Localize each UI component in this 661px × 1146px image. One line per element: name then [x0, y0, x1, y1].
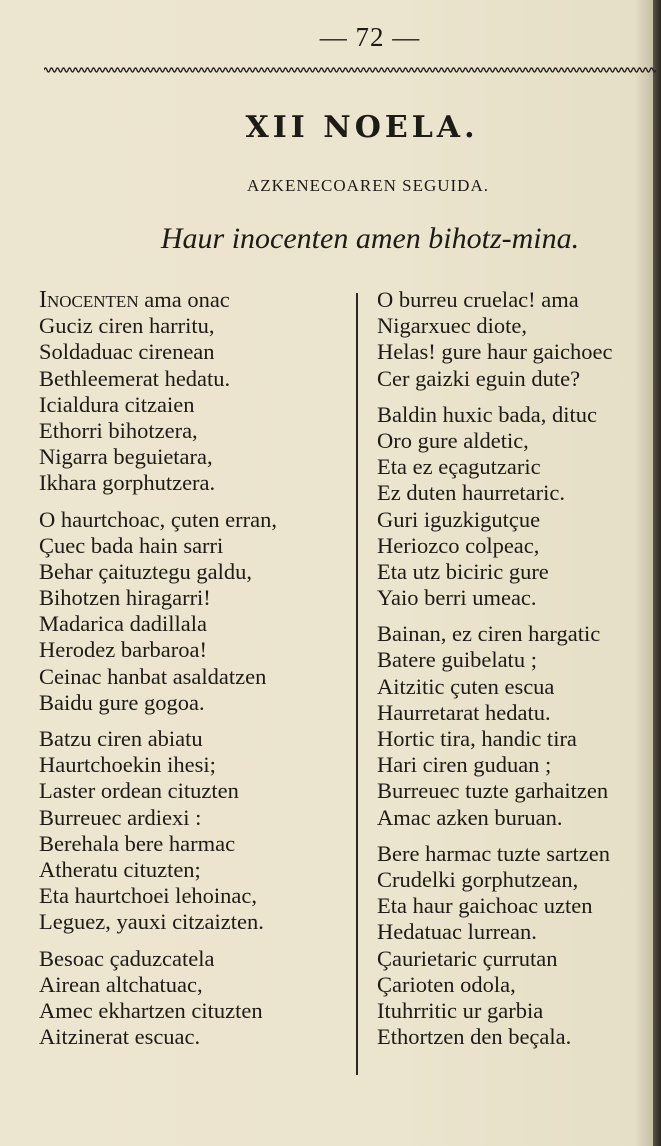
verse-line: Oro gure aldetic,	[377, 427, 529, 453]
chapter-title: XII NOELA.	[245, 110, 479, 145]
verse-line: Ethorri bihotzera,	[39, 417, 198, 443]
verse-line: Laster ordean cituzten	[39, 778, 239, 804]
verse-line: Ikhara gorphutzera.	[39, 470, 216, 496]
verse-line: Bere harmac tuzte sartzen	[377, 840, 610, 866]
verse-line: Burreuec tuzte garhaitzen	[377, 778, 609, 804]
stanza	[39, 507, 277, 717]
verse-line: Baidu gure gogoa.	[39, 689, 205, 715]
verse-line: Besoac çaduzcatela	[39, 945, 215, 971]
stanza	[39, 287, 277, 497]
verse-line: Guri iguzkigutçue	[377, 506, 541, 532]
stanza	[39, 726, 277, 936]
verse-line: Ethortzen den beçala.	[377, 1024, 572, 1050]
verse-line: Ceinac hanbat asaldatzen	[39, 663, 267, 689]
page-number: — 72 —	[319, 22, 421, 52]
verse-line: Eta haurtchoei lehoinac,	[39, 883, 258, 909]
verse-line: Heriozco colpeac,	[377, 532, 540, 558]
verse-line: Hari ciren guduan ;	[377, 752, 552, 778]
verse-line: Behar çaituztegu galdu,	[39, 558, 253, 584]
chapter-subtitle: AZKENECOAREN SEGUIDA.	[247, 176, 489, 195]
verse-line: Eta haur gaichoac uzten	[377, 893, 593, 919]
verse-line: Leguez, yauxi citzaizten.	[39, 909, 264, 935]
verse-line: Eta utz biciric gure	[377, 558, 549, 584]
verse-line: Cer gaizki eguin dute?	[377, 365, 581, 391]
verse-line: Nigarxuec diote,	[377, 313, 527, 339]
verse-line: Aitzitic çuten escua	[377, 673, 555, 699]
verse-line: Bainan, ez ciren hargatic	[377, 621, 601, 647]
verse-line: Guciz ciren harritu,	[39, 313, 215, 339]
verse-line: O burreu cruelac! ama	[377, 287, 579, 312]
verse-line: Baldin huxic bada, dituc	[377, 401, 597, 427]
verse-line: Soldaduac cirenean	[39, 339, 215, 365]
chapter-motto: Haur inocenten amen bihotz-mina.	[160, 222, 580, 255]
verse-line: Berehala bere harmac	[39, 830, 236, 856]
right-column	[377, 287, 613, 1060]
stanza	[39, 946, 277, 1051]
column-divider	[356, 293, 358, 1075]
verse-line: Ez duten haurretaric.	[377, 480, 566, 506]
verse-line: Çarioten odola,	[377, 971, 516, 997]
verse-line: Bihotzen hiragarri!	[39, 585, 211, 611]
ornamental-rule	[44, 64, 656, 76]
verse-line: O haurtchoac, çuten erran,	[39, 506, 277, 532]
verse-line: Çuec bada hain sarri	[39, 532, 224, 558]
verse-line: Bethleemerat hedatu.	[39, 365, 231, 391]
verse-line: Batzu ciren abiatu	[39, 726, 203, 751]
verse-line-rest: ama onac	[138, 287, 230, 312]
verse-line: Hedatuac lurrean.	[377, 919, 537, 945]
verse-line: Batere guibelatu ;	[377, 647, 537, 673]
stanza	[377, 841, 613, 1051]
stanza	[377, 287, 613, 392]
stanza	[377, 621, 613, 831]
verse-line	[39, 287, 277, 313]
verse-line: Ituhrritic ur garbia	[377, 997, 544, 1023]
verse-line: Hortic tira, handic tira	[377, 726, 577, 751]
verse-line: Crudelki gorphutzean,	[377, 866, 579, 892]
verse-line: Herodez barbaroa!	[39, 637, 208, 663]
verse-line: Madarica dadillala	[39, 611, 208, 637]
verse-line: Eta ez eçagutzaric	[377, 454, 541, 480]
verse-line: Amac azken buruan.	[377, 804, 563, 830]
page-edge	[653, 0, 661, 1146]
verse-line: Nigarra beguietara,	[39, 444, 213, 470]
small-caps-word: Inocenten	[39, 287, 139, 313]
verse-line: Amec ekhartzen cituzten	[39, 997, 263, 1023]
verse-line: Burreuec ardiexi :	[39, 804, 202, 830]
verse-line: Yaio berri umeac.	[377, 585, 537, 611]
verse-line: Airean altchatuac,	[39, 971, 203, 997]
verse-line: Aitzinerat escuac.	[39, 1024, 201, 1050]
verse-line: Helas! gure haur gaichoec	[377, 339, 613, 365]
verse-line: Icialdura citzaien	[39, 391, 195, 417]
verse-line: Haurretarat hedatu.	[377, 699, 551, 725]
stanza	[377, 402, 613, 612]
verse-line: Çaurietaric çurrutan	[377, 945, 558, 971]
left-column	[39, 287, 277, 1060]
verse-line: Atheratu cituzten;	[39, 856, 201, 882]
verse-line: Haurtchoekin ihesi;	[39, 752, 216, 778]
